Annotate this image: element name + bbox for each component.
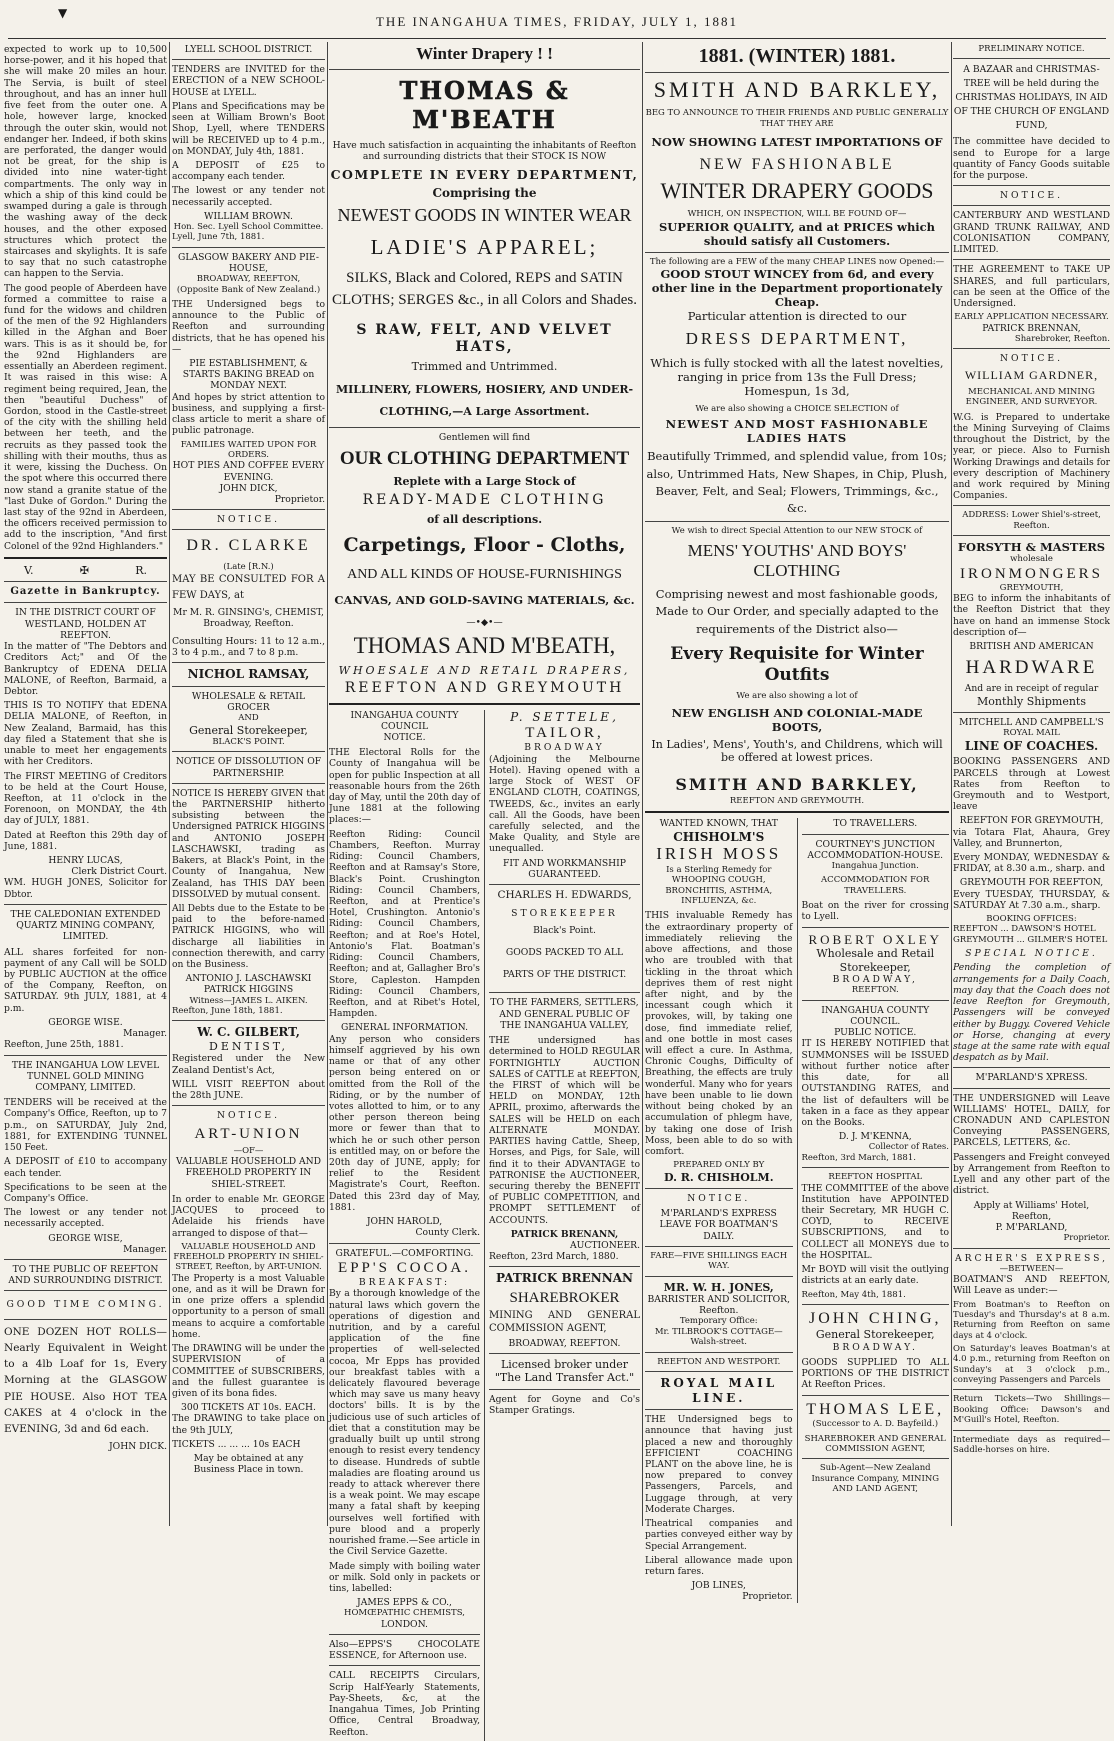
ramsay-name: NICHOL RAMSAY, [187, 667, 310, 682]
signature-role: Hon. Sec. Lyell School Committee. [173, 222, 324, 233]
court-text: THIS IS TO NOTIFY that EDENA DELIA MALONE, of Reefton, in New Zealand, Barmaid, has this day filed a Statement that she is unable to meet her engagements with her Creditors. [4, 700, 167, 768]
agreement-text: THE AGREEMENT to TAKE UP SHARES, and full particulars, can be seen at the Office of the Undersigned. [953, 264, 1110, 309]
mitchell-office: REEFTON ... DAWSON'S HOTEL [953, 924, 1096, 935]
council-text: Reefton Riding: Council Chambers, Reefton. Murray Riding: Council Chambers, Reefton and at Ramsay's Store, Black's Point. Crushington Riding: Council Chambers, Reefton, and at Prentice's Hotel, Crushington. Antonio's Riding: Council Chambers, Reefton; and at Roe's Hotel, Antonio's Flat. Boatman's Riding: Council Chambers, Reefton; and at, Gallagher Bro's Store, Capleston. Hampden Riding: Council Chambers, Reefton, and at Ribet's Hotel, Hampden. [329, 828, 480, 1020]
newest-goods: NEWEST GOODS IN WINTER WEAR [337, 204, 632, 225]
mparland-heading: M'PARLAND'S XPRESS. [975, 1072, 1088, 1084]
millinery-text: MILLINERY, FLOWERS, HOSIERY, AND UNDER-CLOTHING,—A Large Assortment. [335, 383, 634, 419]
mitchell-line: LINE OF COACHES. [964, 738, 1099, 753]
royal-text: Liberal allowance made upon return fares. [645, 1554, 793, 1577]
mitchell-text: Every MONDAY, WEDNESDAY & FRIDAY, at 8.30 a.m., sharp. and [953, 852, 1110, 875]
column-divider [642, 42, 643, 1526]
gardner-text: W.G. is Prepared to undertake the Mining Surveying of Claims throughout the District, by the year, or piece. Also to Furnish Working Drawings and details for every description of Machinery and work required by Mining Companies. [953, 411, 1110, 502]
epps-name: EPP'S COCOA. [338, 1259, 471, 1276]
courtney-accom: ACCOMMODATION FOR TRAVELLERS. [821, 875, 930, 896]
page-title: THE INANGAHUA TIMES, FRIDAY, JULY 1, 1881 [375, 14, 739, 29]
notice-heading: NOTICE. [217, 1110, 280, 1122]
settele-text: (Adjoining the Melbourne Hotel). Having opened with a large Stock of WEST OF ENGLAND CLOTH, COATINGS, TWEEDS, &c., invites an early call. All the Goods, have been carefully selected, and the Make Quality, and Style are unequalled. [489, 753, 640, 855]
ladies-apparel: LADIE'S APPAREL; [370, 234, 599, 259]
crest-letter: R. [135, 563, 147, 577]
notice-heading: NOTICE. [217, 514, 280, 526]
particular-text: Particular attention is directed to our [687, 309, 907, 324]
crest-letter: V. [24, 563, 34, 577]
icc-text: IT IS HEREBY NOTIFIED that SUMMONSES will be ISSUED without further notice after this date, for all OUTSTANDING RATES, and the list of defaulters will be taken in a face as they appear on the Books. [801, 1038, 949, 1129]
artunion-text: May be obtained at any Business Place in town. [193, 1453, 304, 1476]
signature: P. M'PARLAND, [995, 1222, 1068, 1234]
farmers-heading: TO THE FARMERS, SETTLERS, AND GENERAL PUBLIC OF THE INANGAHUA VALLEY, [490, 997, 639, 1031]
early-app: EARLY APPLICATION NECESSARY. [954, 312, 1109, 323]
lowlevel-text: TENDERS will be received at the Company's Office, Reefton, up to 7 p.m., on SATURDAY, July 2nd, 1881, for EXTENDING TUNNEL 150 Feet. [4, 1097, 167, 1154]
courtney-place: Inangahua Junction. [831, 861, 919, 872]
ramsay-text: AND [238, 713, 259, 724]
column-4 [645, 44, 949, 1603]
jones-text: BARRISTER AND SOLICITOR, Reefton. [647, 1294, 790, 1317]
artunion-text: In order to enable Mr. GEORGE JACQUES to proceed to Adelaide his friends have arranged to dispose of that— [172, 1193, 325, 1239]
signature-role: Clerk District Court. [71, 866, 167, 878]
carpetings: Carpetings, Floor - Cloths, [343, 534, 626, 557]
mitchell-text: Every TUESDAY, THURSDAY, & SATURDAY At 7.30 a.m., sharp. [953, 888, 1110, 911]
chisholm-name: CHISHOLM'S [673, 829, 765, 844]
date-line: Reefton, 23rd March, 1880. [489, 1251, 619, 1263]
new-fashionable: NEW FASHIONABLE [699, 155, 895, 173]
gardner-addr: ADDRESS: Lower Shiel's-street, Reefton. [962, 510, 1101, 531]
requisite-text: Every Requisite for Winter Outfits [670, 643, 924, 685]
forsyth-british: BRITISH AND AMERICAN [969, 641, 1094, 653]
glasgow-text: PIE ESTABLISHMENT, & STARTS BAKING BREAD on MONDAY NEXT. [182, 358, 315, 392]
signature-role: Manager. [123, 1243, 167, 1255]
signature: GEORGE WISE. [48, 1016, 123, 1028]
settele-title: TAILOR, [525, 725, 604, 742]
brennan-licensed: Licensed broker under "The Land Transfer Act." [494, 1357, 635, 1385]
forsyth-text: BEG to inform the inhabitants of the Reefton District that they have on hand an immense Stock description of— [953, 593, 1110, 638]
ching-text: GOODS SUPPLIED TO ALL PORTIONS OF THE DISTRICT At Reefton Prices. [801, 1357, 949, 1391]
royal-text: Theatrical companies and parties conveyed either way by Special Arrangement. [645, 1518, 793, 1552]
glasgow-text: THE Undersigned begs to announce to the Public of Reefton and surrounding districts, that he has opened his— [172, 298, 325, 355]
mparland-text: Apply at Williams' Hotel, Reefton, [973, 1199, 1090, 1222]
signature-role: County Clerk. [415, 1227, 480, 1239]
icc-heading: INANGAHUA COUNTY COUNCIL. [821, 1004, 930, 1028]
court-heading: IN THE DISTRICT COURT OF WESTLAND, HOLDEN AT REEFTON. [15, 607, 156, 641]
dissolution-heading: NOTICE OF DISSOLUTION OF PARTNERSHIP. [175, 756, 322, 779]
epps-firm: JAMES EPPS & CO., [357, 1597, 452, 1609]
epps-text: Made simply with boiling water or milk. Sold only in packets or tins, labelled: [329, 1560, 480, 1594]
brennan-name: PATRICK BRENNAN [496, 1271, 633, 1286]
column-5 [953, 44, 1110, 1522]
clarke-name: DR. CLARKE [186, 537, 311, 555]
brennan-title: SHAREBROKER [509, 1290, 620, 1307]
article-text: The good people of Aberdeen have formed a committee to raise a fund for the widows and children of the men of the 92 Highlanders killed in the Afghan and Boer wars. This is as it should be, for the 92nd Highlanders are essentially an Aberdeen regiment. It was raised in this wise: A regiment being required, Jean, the then "beautiful Duchess" of Gordon, stood in the Castle-street of the city with the shilling held between her teeth, and the recruits as they passed took the shilling with their mouths, thus as it were, kissing the Duchess. On the spot where this occurred there now stand a granite statue of the "last Duke of Gordon." During the last stay of the 92nd in Aberdeen, the officers received permission to add to the inscription, "And first Colonel of the 92nd Highlanders." [4, 282, 167, 552]
firm-full: THOMAS AND M'BEATH, [353, 632, 616, 658]
travellers-heading: TO TRAVELLERS. [833, 818, 918, 830]
cheap-lines: The following are a FEW of the many CHEAP LINES now Opened:— [649, 256, 945, 267]
dissolution-text: All Debts due to the Estate to be paid to the before-named PATRICK HIGGINS, who will discharge all liabilities in connection therewith, and carry on the Business. [172, 902, 325, 971]
signature-role: Proprietor. [742, 1591, 793, 1603]
council-notice: NOTICE. [383, 731, 426, 743]
signature: JOHN DICK. [109, 1440, 167, 1452]
archer-between: —BETWEEN— [999, 1263, 1064, 1274]
date-line: Lyell, June 7th, 1881. [172, 232, 265, 243]
glasgow-text: FAMILIES WAITED UPON FOR ORDERS. [180, 439, 317, 460]
wincey-text: GOOD STOUT WINCEY from 6d, and every other line in the Department proportionately Cheap. [651, 267, 943, 310]
epps-text: By a thorough knowledge of the natural laws which govern the operations of digestion and nutrition, and by a careful application of the fine properties of well-selected cocoa, Mr Epps has provided our breakfast tables with a delicately flavoured beverage which may save us many heavy doctors' bills. It is by the judicious use of such articles of diet that a constitution may be gradually built up until strong enough to resist every tendency to disease. Hundreds of subtle maladies are floating around us ready to attack wherever there is a weak point. We may escape many a fatal shaft by keeping ourselves well fortified with pure blood and a properly nourished frame.—See article in the Civil Service Gazette. [329, 1288, 480, 1558]
royal-text: THE Undersigned begs to announce that having just placed a new and thoroughly EFFICIENT COACHING PLANT on the above line, he is now prepared to convey Passengers, Parcels, and Luggage through, at very Moderate Charges. [645, 1414, 793, 1515]
col3-right [489, 710, 640, 1741]
gilbert-name: W. C. GILBERT, [197, 1025, 300, 1040]
oxley-town: REEFTON. [851, 985, 899, 996]
mitchell-heading: MITCHELL AND CAMPBELL'S [959, 717, 1104, 729]
firm-bottom: SMITH AND BARKLEY, [675, 774, 919, 794]
icc-public: PUBLIC NOTICE. [834, 1027, 917, 1039]
notice-heading: NOTICE. [1000, 353, 1063, 365]
archer-text: BOATMAN'S AND REEFTON, Will Leave as under:— [953, 1274, 1110, 1297]
settele-fit: FIT AND WORKMANSHIP GUARANTEED. [503, 857, 626, 880]
oxley-name: ROBERT OXLEY [808, 931, 943, 947]
showing-text: NOW SHOWING LATEST IMPORTATIONS OF [651, 134, 943, 149]
col3-split [329, 710, 640, 1741]
towns-text: REEFTON AND GREYMOUTH. [729, 796, 865, 807]
mparland-text: Passengers and Freight conveyed by Arrangement from Reefton to Lyell and any other part of the district. [953, 1151, 1110, 1197]
date-line: Reefton, June 25th, 1881. [4, 1039, 124, 1051]
chisholm-product: IRISH MOSS [656, 844, 782, 864]
signature: PATRICK HIGGINS [203, 984, 294, 996]
prelim-heading: PRELIMINARY NOTICE. [978, 44, 1085, 54]
chisholm-wanted: WANTED KNOWN, THAT [659, 818, 778, 830]
artunion-text: 300 TICKETS AT 10s. EACH. [181, 1402, 316, 1414]
glasgow-text: And hopes by strict attention to business, and supplying a first-class article to merit a share of public patronage. [172, 391, 325, 437]
courtney-boat: Boat on the river for crossing to Lyell. [801, 900, 949, 923]
edwards-name: CHARLES H. EDWARDS, [497, 889, 632, 902]
ching-title: General Storekeeper, [815, 1328, 935, 1342]
jones-towns: REEFTON AND WESTPORT. [657, 1356, 781, 1367]
signature-role: Collector of Rates. [868, 1142, 949, 1153]
signature-role: Manager. [123, 1028, 167, 1040]
ladies-hats: NEWEST AND MOST FASHIONABLE LADIES HATS [665, 417, 929, 446]
forsyth-hardware: HARDWARE [965, 657, 1098, 679]
signature-role: Proprietor. [274, 493, 325, 505]
forsyth-text: And are in receipt of regular [964, 683, 1099, 695]
signature-role: AUCTIONEER. [570, 1240, 640, 1252]
ching-name: JOHN CHING, [808, 1309, 942, 1327]
signature: JOB LINES, [691, 1580, 746, 1592]
lyell-text: Plans and Specifications may be seen at William Brown's Boot Shop, Lyell, where TENDERS will be RECEIVED up to 4 p.m., on MONDAY, July 4th, 1881. [172, 100, 325, 157]
artunion-text: TICKETS ... ... ... 10s EACH [172, 1438, 301, 1450]
council-text: Any person who considers himself aggrieved by his own name or that of any other person being entered on or omitted from the Roll of the Riding, or by the number of votes allotted to him, or to any other person thereon being more or fewer than that to which he or such other person is entitled may, on or before the 20th day of JUNE, apply; for relief to the Resident Magistrate's Court, Reefton. Dated this 23rd day of May, 1881. [329, 1033, 480, 1213]
forsyth-name: FORSYTH & MASTERS [957, 540, 1106, 555]
epps-firm: LONDON. [381, 1618, 428, 1630]
mitchell-text: via Totara Flat, Ahaura, Grey Valley, and Brunnerton, [953, 826, 1110, 849]
notice-heading: NOTICE. [1000, 190, 1063, 202]
archer-text: Return Tickets—Two Shillings—Booking Office: Dawson's and M'Guill's Hotel, Reefton. [953, 1394, 1110, 1426]
council-gen: GENERAL INFORMATION. [340, 1022, 469, 1034]
special-text: We wish to direct Special Attention to our NEW STOCK of [671, 526, 923, 537]
good-time-heading: GOOD TIME COMING. [6, 1299, 165, 1311]
firm-name: SMITH AND BARKLEY, [653, 77, 941, 103]
hats-text: S RAW, FELT, AND VELVET HATS, [356, 321, 613, 355]
jones-text: Mr. TILBROOK'S COTTAGE—Walsh-street. [654, 1326, 783, 1348]
artunion-text: VALUABLE HOUSEHOLD AND FREEHOLD PROPERTY IN SHIEL-STREET, Reefton, by ART-UNION. [173, 1241, 324, 1273]
also-showing: We are also showing a lot of [736, 691, 858, 702]
column-divider [169, 42, 170, 1526]
gilbert-text: Registered under the New Zealand Dentist's Act, [172, 1053, 325, 1076]
council-heading: INANGAHUA COUNTY COUNCIL [350, 709, 459, 732]
masthead [0, 0, 1114, 40]
boots-body: In Ladies', Mens', Youth's, and Childrens, which will be offered at lowest prices. [651, 737, 943, 765]
bazaar-text: A BAZAAR and CHRISTMAS-TREE will be held during the CHRISTMAS HOLIDAYS, IN AID OF THE CHURCH OF ENGLAND FUND, [953, 64, 1110, 131]
mitchell-booking: BOOKING OFFICES: [986, 914, 1077, 925]
glasgow-address: (Opposite Bank of New Zealand.) [176, 284, 321, 295]
epps-heading: GRATEFUL.—COMFORTING. [335, 1247, 474, 1259]
wholesale-text: WHOESALE AND RETAIL DRAPERS, [338, 664, 631, 678]
article-text: expected to work up to 10,500 horse-power, and it his hoped that she will make 20 miles an hour. The Servia, is built of steel throughout, and has an inner hull five feet from the outer one. A hole, however large, knocked through the outer skin, would not endanger her. Indeed, if both skins are perforated, the danger would not be great, for the ship is divided into nine water-tight compartments. The only way in which a ship of this kind could be swamped during a gale is through the washing away of the deck houses, and the other exposed structures which protect the staircases and skylights. It is safe to say that no such catastrophe can happen to the Servia. [4, 44, 167, 280]
chisholm-prep: PREPARED ONLY BY [673, 1160, 765, 1171]
column-divider [327, 42, 328, 1526]
special-text: Pending the completion of arrangements for a Daily Coach, may day that the Coach does not leave Reefton for Greymouth, Passengers will be conveyed either by Buggy. Covered Vehicle or Horse, changing at every stage at the same rate with equal despatch as by Mail. [953, 962, 1110, 1064]
canterbury-text: CANTERBURY AND WESTLAND GRAND TRUNK RAILWAY, AND COLONISATION COMPANY, LIMITED. [953, 210, 1110, 256]
glasgow-heading: GLASGOW BAKERY AND PIE-HOUSE, [178, 251, 319, 274]
clarke-text: Consulting Hours: 11 to 12 a.m., 3 to 4 p.m., and 7 to 8 p.m. [172, 635, 325, 658]
signature: HENRY LUCAS, [48, 855, 123, 867]
winter-goods: WINTER DRAPERY GOODS [660, 178, 934, 204]
artunion-text: —OF— [233, 1145, 264, 1156]
signature-role: Sharebroker, Reefton. [1014, 333, 1110, 344]
caledonian-text: ALL shares forfeited for non-payment of any Call will be SOLD by PUBLIC AUCTION at the office of the Company, Reefton, on SATURDAY. 9th JULY, 1881, at 4 p.m. [4, 946, 167, 1014]
witness: Witness—JAMES L. AIKEN. [189, 995, 308, 1006]
settele-name: P. SETTELE, [510, 709, 619, 724]
mitchell-office: GREYMOUTH ... GILMER'S HOTEL [953, 934, 1108, 945]
glasgow-text: HOT PIES AND COFFEE EVERY EVENING. [172, 460, 325, 483]
lee-text: Sub-Agent—New Zealand Insurance Company, MINING AND LAND AGENT, [811, 1463, 940, 1494]
receipts-text: CALL RECEIPTS Circulars, Scrip Half-Yearly Statements, Pay-Sheets, &c, at the Inangahua Times, Job Printing Office, Central Broadway, Reefton. [329, 1670, 480, 1738]
signature: D. J. M'KENNA, [838, 1131, 912, 1143]
royal-crest [4, 564, 167, 577]
signature: PATRICK BRENNAN, [982, 322, 1081, 334]
signature: ANTONIO J. LASCHAWSKI [185, 973, 312, 985]
solicitor: WM. HUGH JONES, Solicitor for Dbtor. [4, 877, 167, 900]
clothing-dept: OUR CLOTHING DEPARTMENT [339, 448, 630, 470]
mparland-text: THE UNDERSIGNED will Leave WILLIAMS' HOTEL, DAILY, for CRONADUN AND CAPLESTON Conveying PASSENGERS, PARCELS, LETTERS, &c. [953, 1092, 1110, 1149]
settele-addr: BROADWAY [524, 742, 605, 754]
bazaar-text: The committee have decided to send to Europe for a large quantity of Fancy Goods suitable for the purpose. [953, 136, 1110, 181]
hospital-text: Mr BOYD will visit the outlying districts at an early date. [801, 1264, 949, 1287]
top-rule [8, 38, 1106, 39]
lowlevel-text: The lowest or any tender not necessarily accepted. [4, 1207, 167, 1230]
brennan-agent: Agent for Goyne and Co's Stamper Gratings. [489, 1393, 640, 1417]
glasgow-address: BROADWAY, REEFTON, [196, 274, 301, 285]
brennan-text: MINING AND GENERAL COMMISSION AGENT, [489, 1310, 640, 1334]
column-divider [951, 42, 952, 1526]
intro-text: Have much satisfaction in acquainting the inhabitants of Reefton and surrounding districts that their STOCK IS NOW [332, 140, 637, 163]
hats-text: Beautifully Trimmed, and splendid value, from 10s; also, Untrimmed Hats, New Shapes, in Chip, Plush, Beaver, Felt, and Seal; Flowers, Trimmings, &c., &c. [646, 449, 948, 516]
signature: JOHN HAROLD, [366, 1216, 443, 1228]
archer-text: Intermediate days as required—Saddle-horses on hire. [953, 1434, 1110, 1455]
gardner-name: WILLIAM GARDNER, [964, 368, 1099, 383]
epps-sub: BREAKFAST: [358, 1277, 451, 1289]
lyell-text: A DEPOSIT of £25 to accompany each tender. [172, 159, 325, 183]
chisholm-sub: Is a Sterling Remedy for WHOOPING COUGH, BRONCHITIS, ASTHMA, INFLUENZA, &c. [665, 864, 773, 907]
lowlevel-text: Specifications to be seen at the Company's Office. [4, 1181, 167, 1204]
lyell-heading: LYELL SCHOOL DISTRICT. [184, 44, 313, 55]
signature: GEORGE WISE, [48, 1232, 123, 1244]
artunion-text: The DRAWING will be under the SUPERVISION of a COMMITTEE of SUBSCRIBERS, and the fullest guarantee is given of its bona fides. [172, 1343, 325, 1399]
announce-text: BEG TO ANNOUNCE TO THEIR FRIENDS AND PUBLIC GENERALLY THAT THEY ARE [645, 108, 949, 129]
choice-text: We are also showing a CHOICE SELECTION of [695, 403, 899, 414]
col4-right [802, 818, 950, 1602]
brennan-addr: BROADWAY, REEFTON. [508, 1337, 621, 1349]
mitchell-route: REEFTON FOR GREYMOUTH, [959, 815, 1104, 827]
lee-sub: (Successor to A. D. Bayfeild.) [812, 1419, 939, 1430]
jones-name: MR. W. H. JONES, [663, 1280, 774, 1294]
archer-text: On Saturday's leaves Boatman's at 4.0 p.m., returning from Reefton on Sunday's at 3 o'clock p.m., conveying Passengers and Parcels [953, 1344, 1110, 1386]
complete-text: COMPLETE IN EVERY DEPARTMENT, [330, 166, 639, 182]
trimmed-text: Trimmed and Untrimmed. [411, 359, 558, 373]
col4-left [645, 818, 793, 1602]
artunion-text: The DRAWING to take place on the 9th JULY, [172, 1413, 325, 1436]
mens-text: Comprising newest and most fashionable goods, Made to Our Order, and specially adapted to the requirements of the District also— [655, 587, 939, 636]
col4-split [645, 818, 949, 1602]
forsyth-text: wholesale [1010, 554, 1053, 565]
court-text: Dated at Reefton this 29th day of June, 1881. [4, 829, 167, 852]
public-heading: TO THE PUBLIC OF REEFTON AND SURROUNDING DISTRICT. [8, 1264, 163, 1287]
lee-name: THOMAS LEE, [806, 1400, 945, 1418]
artunion-heading: ART-UNION [194, 1125, 303, 1142]
dress-text: Which is fully stocked with all the latest novelties, ranging in price from 13s the Full Dress; Homespun, 1s 3d, [650, 355, 944, 398]
furnishings: AND ALL KINDS OF HOUSE-FURNISHINGS [347, 566, 622, 582]
artunion-text: VALUABLE HOUSEHOLD AND FREEHOLD PROPERTY IN SHIEL-STREET. [175, 1156, 322, 1190]
dress-dept: DRESS DEPARTMENT, [685, 329, 909, 349]
archer-text: From Boatman's to Reefton on Tuesday's and Thursday's at 8 a.m. Returning from Reefton on same days at 4 o'clock. [953, 1299, 1110, 1341]
lyell-text: TENDERS are INVITED for the ERECTION of a NEW SCHOOL-HOUSE at LYELL. [172, 64, 325, 98]
signature: PATRICK BRENANN, [510, 1228, 619, 1240]
date-line: Reefton, May 4th, 1881. [801, 1289, 906, 1300]
edwards-goods: GOODS PACKED TO ALL PARTS OF THE DISTRICT. [502, 947, 627, 981]
dissolution-text: NOTICE IS HEREBY GIVEN that the PARTNERSHIP hitherto subsisting between the Undersigned PATRICK HIGGINS and ANTONIO JOSEPH LASCHAWSKI, trading as Bakers, at Black's Point, in the County of Inangahua, New Zealand, has THIS DAY been DISSOLVED by mutual consent. [172, 787, 325, 900]
caledonian-heading: THE CALEDONIAN EXTENDED QUARTZ MINING COMPANY, LIMITED. [10, 908, 161, 943]
chisholm-maker: D. R. CHISHOLM. [663, 1170, 774, 1184]
signature: WILLIAM BROWN. [204, 210, 293, 222]
ornament: —•◆•— [466, 616, 503, 628]
firm-name: THOMAS & M'BEATH [399, 75, 570, 134]
column-2 [172, 44, 325, 1522]
mens-clothing: MENS' YOUTHS' AND BOYS' CLOTHING [687, 540, 907, 581]
comprising-text: Comprising the [432, 185, 537, 200]
gardner-title: MECHANICAL AND MINING ENGINEER, AND SURVEYOR. [965, 386, 1098, 408]
drapery-heading: Winter Drapery ! ! [416, 44, 553, 63]
royal-mail: ROYAL MAIL LINE. [660, 1375, 778, 1405]
lowlevel-text: A DEPOSIT of £10 to accompany each tender. [4, 1156, 167, 1179]
clarke-text: Mr M. R. GINSING's, CHEMIST, Broadway, Reefton. [173, 607, 324, 630]
mparland-text: M'PARLAND'S EXPRESS LEAVE FOR BOATMAN'S DAILY. [659, 1208, 779, 1242]
jones-text: Temporary Office: [679, 1316, 758, 1327]
corner-mark-icon: ▼ [58, 6, 68, 20]
boots-text: NEW ENGLISH AND COLONIAL-MADE BOOTS, [671, 705, 923, 734]
court-text: In the matter of "The Debtors and Creditors Act;" and Of the Bankruptcy of EDENA DELIA MALONE, of Reefton, Barmaid, a Debtor. [4, 641, 167, 697]
court-text: The FIRST MEETING of Creditors to be held at the Court House, Reefton, at 11 o'clock in the Forenoon, on MONDAY, the 4th day of JULY, 1881. [4, 770, 167, 827]
clarke-sub: (Late [R.N.) [223, 561, 274, 572]
replete-text: Replete with a Large Stock of [393, 474, 576, 488]
forsyth-town: GREYMOUTH, [999, 582, 1064, 593]
archer-heading: ARCHER'S EXPRESS, [954, 1252, 1109, 1264]
gilbert-text: WILL VISIT REEFTON about the 28th JUNE. [172, 1078, 325, 1102]
edwards-place: Black's Point. [533, 925, 596, 937]
hospital-heading: REEFTON HOSPITAL [828, 1172, 923, 1183]
ramsay-text: BLACK'S POINT. [212, 736, 285, 747]
mitchell-royal: ROYAL MAIL [1003, 728, 1060, 739]
epps-firm: HOMŒPATHIC CHEMISTS, [344, 1608, 465, 1619]
clarke-text: MAY BE CONSULTED FOR A FEW DAYS, at [172, 574, 325, 602]
notice-heading: NOTICE. [687, 1193, 751, 1204]
mitchell-text: BOOKING PASSENGERS AND PARCELS through at Lowest Rates from Reefton to Greymouth and to Westport, leave [953, 756, 1110, 813]
column-1 [4, 44, 167, 1522]
forsyth-monthly: Monthly Shipments [977, 694, 1086, 708]
which-on: WHICH, ON INSPECTION, WILL BE FOUND OF— [687, 209, 907, 220]
lowlevel-heading: THE INANGAHUA LOW LEVEL TUNNEL GOLD MINING COMPANY, LIMITED. [11, 1059, 160, 1093]
gazette-heading: Gazette in Bankruptcy. [10, 586, 161, 598]
mitchell-route: GREYMOUTH FOR REEFTON, [959, 877, 1104, 889]
gilbert-title: DENTIST, [209, 1040, 288, 1054]
canvas-text: CANVAS, AND GOLD-SAVING MATERIALS, &c. [334, 592, 635, 607]
date-line: Reefton, 3rd March, 1881. [801, 1152, 916, 1163]
forsyth-trade: IRONMONGERS [959, 565, 1103, 582]
gentlemen-text: Gentlemen will find [438, 432, 531, 444]
oxley-title: Wholesale and Retail Storekeeper, [816, 947, 935, 974]
lee-text: SHAREBROKER AND GENERAL COMMISSION AGENT, [804, 1433, 946, 1454]
oxley-addr: BROADWAY, [832, 974, 918, 986]
council-text: THE Electoral Rolls for the County of Inangahua will be open for public Inspection at all reasonable hours from the 26th day of May, until the 20th day of June 1881 at the following places:— [329, 747, 480, 826]
crest-icon: ✠ [79, 563, 89, 577]
readymade-text: READY-MADE CLOTHING [362, 492, 607, 508]
year-heading: 1881. (WINTER) 1881. [698, 45, 896, 67]
ching-addr: BROADWAY. [832, 1341, 918, 1353]
lyell-text: The lowest or any tender not necessarily accepted. [172, 185, 325, 208]
courtney-text: COURTNEY'S JUNCTION ACCOMMODATION-HOUSE. [807, 838, 944, 861]
column-3 [329, 44, 640, 1738]
signature: JOHN DICK, [219, 482, 278, 494]
artunion-text: The Property is a most Valuable one, and as it will be Drawn for in one prize offers a splendid opportunity to a person of small means to acquire a comfortable home. [172, 1272, 325, 1340]
ramsay-text: WHOLESALE & RETAIL GROCER [191, 690, 306, 713]
date-line: Reefton, June 18th, 1881. [172, 1006, 283, 1017]
col3-left [329, 710, 480, 1741]
rolls-text: ONE DOZEN HOT ROLLS— Nearly Equivalent in Weight to a 4lb Loaf for 1s, Every Morning at the GLASGOW PIE HOUSE. Also HOT TEA CAKES at 4 o'clock in the EVENING, 3d and 6d each. [4, 1325, 167, 1436]
edwards-title: STOREKEEPER [511, 907, 618, 919]
chisholm-text: THIS invaluable Remedy has the extraordinary property of immediately relieving the above affections, and those who are troubled with that tickling in the throat which deprives them of rest night after night, and by the incessant cough which it provokes, will, by taking one dose, find immediate relief, and one bottle in most cases will effect a cure. In Asthma, Chronic Coughs, Difficulty of Breathing, the effects are truly wonderful. Many who for years have been unable to lie down without being choked by an accumulation of phlegm have, by taking one dose of Irish Moss, been able to do so with comfort. [645, 910, 793, 1158]
special-notice: SPECIAL NOTICE. [965, 948, 1098, 960]
superior-text: SUPERIOR QUALITY, and at PRICES which should satisfy all Customers. [658, 219, 936, 248]
mparland-fare: FARE—FIVE SHILLINGS EACH WAY. [650, 1250, 788, 1272]
signature-role: Proprietor. [1063, 1233, 1110, 1244]
epps-text: Also—EPPS'S CHOCOLATE ESSENCE, for Afternoon use. [329, 1639, 480, 1662]
hospital-text: THE COMMITTEE of the above Institution have APPOINTED their Secretary, MR HUGH C. COYD, to RECEIVE SUBSCRIPTIONS, and to COLLECT all MONEYS due to the HOSPITAL. [801, 1182, 949, 1261]
towns-text: REEFTON AND GREYMOUTH [344, 680, 625, 697]
silks-text: SILKS, Black and Colored, REPS and SATIN CLOTHS; SERGES &c., in all Colors and Shades. [332, 270, 637, 308]
farmers-text: THE undersigned has determined to HOLD REGULAR FORTNIGHTLY AUCTION SALES of CATTLE at REEFTON, the FIRST of which will be HELD on MONDAY, 12th APRIL, proximo, afterwards the SALES will be HELD on each ALTERNATE MONDAY. PARTIES having Cattle, Sheep, Horses, and Pigs, for Sale, will find it to their ADVANTAGE to PATRONISE the AUCTIONEER, securing thereby the BENEFIT of PUBLIC COMPETITION, and PROMPT SETTLEMENT of ACCOUNTS. [489, 1035, 640, 1226]
all-desc: of all descriptions. [426, 513, 543, 527]
ramsay-text: General Storekeeper, [189, 723, 308, 737]
